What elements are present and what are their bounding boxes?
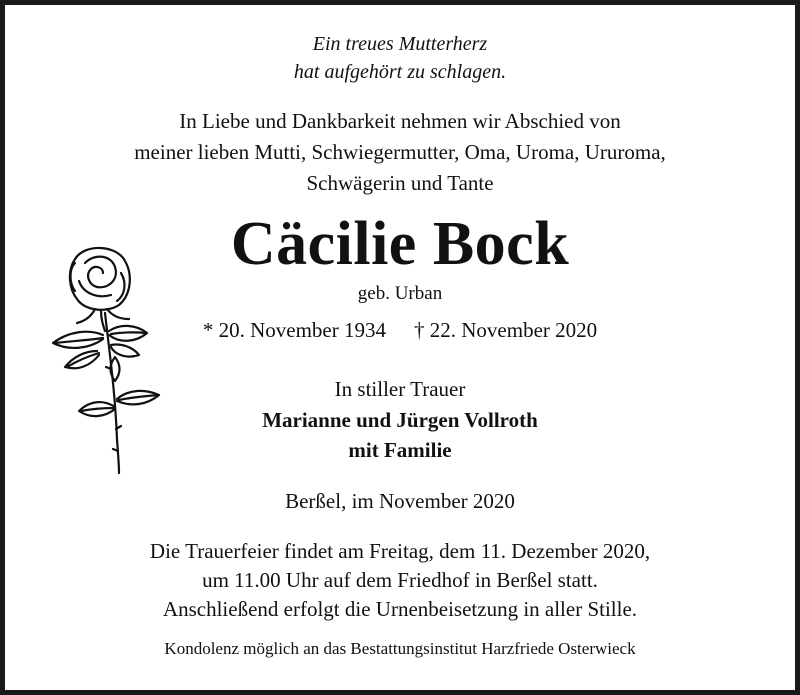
- intro-line-3: Schwägerin und Tante: [306, 171, 494, 195]
- intro-line-2: meiner lieben Mutti, Schwiegermutter, Oma, Uroma, Ururoma,: [134, 140, 666, 164]
- place-date: Berßel, im November 2020: [285, 489, 515, 513]
- ceremony-line-3: Anschließend erfolgt die Urnenbeisetzung in aller Stille.: [162, 597, 638, 621]
- condolence-note: Kondolenz möglich an das Bestattungsinstitut Harzfriede Osterwieck: [164, 639, 636, 658]
- verse-line-1: Ein treues Mutterherz: [312, 33, 488, 55]
- death-date: † 22. November 2020: [414, 318, 598, 342]
- birth-date: * 20. November 1934: [202, 318, 386, 342]
- verse-line-2: hat aufgehört zu schlagen.: [293, 61, 507, 83]
- deceased-name: Cäcilie Bock: [230, 210, 570, 278]
- intro-line-1: In Liebe und Dankbarkeit nehmen wir Abschied von: [179, 109, 621, 133]
- mourners-family: mit Familie: [348, 438, 452, 462]
- mourners-intro: In stiller Trauer: [334, 377, 466, 401]
- maiden-name: geb. Urban: [357, 283, 443, 304]
- ceremony-line-2: um 11.00 Uhr auf dem Friedhof in Berßel statt.: [202, 568, 598, 592]
- mourners-names: Marianne und Jürgen Vollroth: [262, 408, 538, 432]
- ceremony-line-1: Die Trauerfeier findet am Freitag, dem 11. Dezember 2020,: [149, 539, 651, 563]
